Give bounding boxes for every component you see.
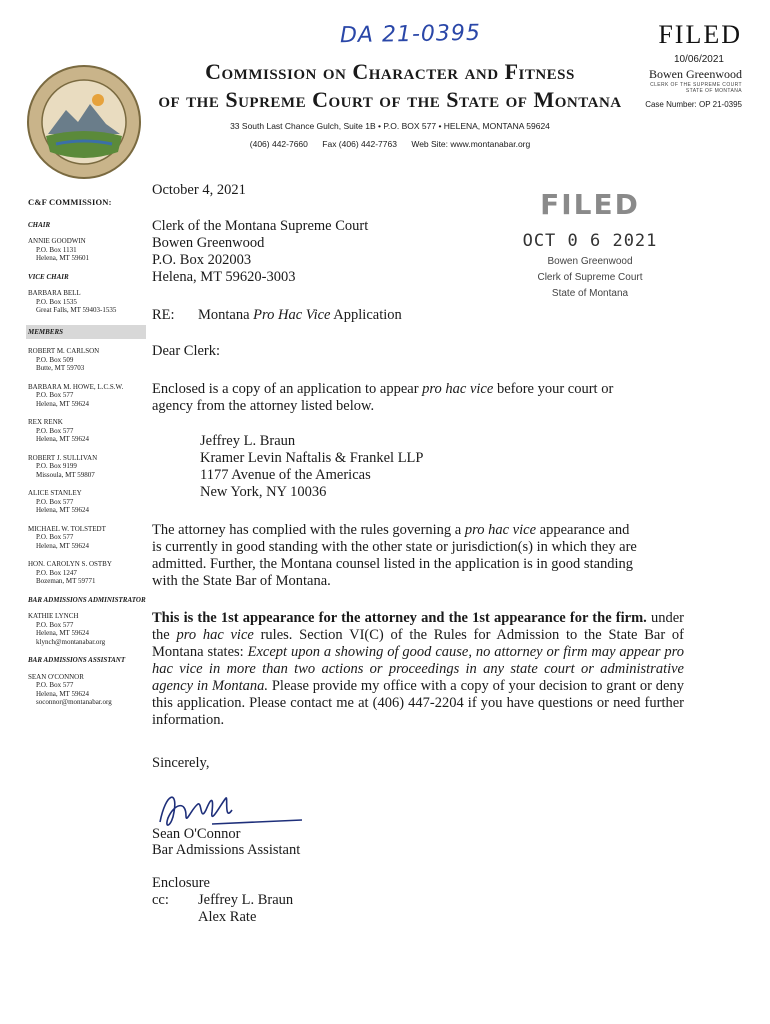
cc-recipient: Jeffrey L. Braun [198, 892, 294, 908]
paragraph-italic: pro hac vice [422, 381, 494, 397]
member-name: ROBERT M. CARLSON [28, 347, 100, 355]
attorney-name: Jeffrey L. Braun [200, 433, 296, 449]
addressee-line: P.O. Box 202003 [152, 252, 252, 268]
member-address: P.O. Box 9199 [36, 462, 77, 470]
member-city: Helena, MT 59624 [36, 689, 89, 698]
filed-date: 10/06/2021 [673, 54, 724, 65]
paragraph-text: under the [152, 610, 684, 643]
member-name: BARBARA BELL [28, 289, 81, 297]
paragraph-text: appearance and is currently in good standing with the other state or jurisdiction(s) in which they are admitted. Further, the Montana counsel listed in the application is in good standing with the State Bar of Montana. [152, 522, 637, 589]
paragraph-text: Enclosed is a copy of an application to appear [152, 381, 423, 397]
sidebar-members-list [28, 347, 146, 586]
cc-row [152, 909, 293, 926]
member-name: ALICE STANLEY [28, 489, 82, 497]
member-address: P.O. Box 577 [36, 391, 74, 399]
addressee-block [152, 218, 692, 286]
salutation: Dear Clerk: [152, 343, 221, 359]
paragraph-text: before your court or agency from the attorney listed below. [152, 381, 614, 414]
enclosure-label: Enclosure [152, 875, 210, 891]
addressee-line: Bowen Greenwood [152, 235, 265, 251]
attorney-block [200, 433, 423, 501]
member-address: P.O. Box 509 [36, 355, 74, 364]
member-address: P.O. Box 577 [36, 497, 74, 506]
paragraph-text: rules. Section VI(C) of the Rules for Admission to the State Bar of Montana states: [152, 627, 684, 660]
attorney-street: 1177 Avenue of the Americas [200, 467, 371, 483]
handwritten-case-number: DA 21-0395 [339, 20, 482, 49]
paragraph-appearance [152, 610, 684, 729]
member-city: Butte, MT 59703 [36, 364, 85, 372]
paragraph-bold: This is the 1st appearance for the attorney and the 1st appearance for the firm. [152, 610, 647, 626]
re-text-end: Application [330, 307, 402, 323]
member-address: P.O. Box 1247 [36, 568, 77, 577]
member-address: P.O. Box 577 [36, 681, 74, 689]
member-city: Helena, MT 59624 [36, 506, 89, 514]
list-item [28, 560, 146, 586]
member-address: P.O. Box 577 [36, 533, 74, 541]
re-line [152, 307, 692, 324]
sidebar-title: C&F COMMISSION: [28, 197, 112, 207]
member-city: Missoula, MT 59807 [36, 470, 95, 479]
cc-row [152, 892, 293, 909]
received-filed-date: OCT 0 6 2021 [522, 231, 658, 251]
paragraph-italic: pro hac vice [176, 627, 254, 643]
letterhead [150, 58, 630, 150]
member-city: Helena, MT 59601 [36, 254, 89, 262]
enclosure-block [152, 875, 293, 926]
paragraph-compliance [152, 522, 640, 590]
list-item [28, 525, 146, 551]
signer-title: Bar Admissions Assistant [152, 842, 301, 858]
cc-label: cc: [152, 892, 169, 908]
received-clerk-state: State of Montana [551, 288, 629, 299]
received-clerk-title: Clerk of Supreme Court [537, 272, 643, 283]
paragraph-text: Please provide my office with a copy of your decision to grant or deny this application. Please contact me at (406) 447-2204 if you have questions or need further information. [152, 678, 684, 728]
received-clerk-name: Bowen Greenwood [547, 256, 633, 267]
letterhead-title-line2: of the Supreme Court of the State of Montana [158, 87, 622, 112]
attorney-city: New York, NY 10036 [200, 484, 327, 500]
letterhead-address: 33 South Last Chance Gulch, Suite 1B • P.O. BOX 577 • HELENA, MONTANA 59624 [230, 121, 550, 131]
addressee-line: Helena, MT 59620-3003 [152, 269, 296, 285]
member-name: SEAN O'CONNOR [28, 672, 84, 681]
paragraph-rule-quote: Except upon a showing of good cause, no attorney or firm may appear pro hac vice in more than two actions or proceedings in any state court or administrative agency in Montana. [152, 644, 684, 694]
re-text-italic: Pro Hac Vice [253, 307, 331, 323]
sidebar-chair [28, 237, 146, 263]
member-city: Helena, MT 59624 [36, 435, 89, 443]
letter-date: October 4, 2021 [152, 182, 246, 198]
cc-spacer [152, 909, 198, 926]
list-item [28, 383, 146, 409]
sidebar-members-heading: MEMBERS [26, 325, 146, 340]
filed-clerk-state: STATE OF MONTANA [685, 88, 742, 94]
sidebar-vice-chair [28, 289, 146, 315]
letterhead-contact [150, 138, 630, 150]
sidebar-bar-admin-heading: BAR ADMISSIONS ADMINISTRATOR [28, 595, 146, 604]
member-address: P.O. Box 577 [36, 620, 74, 629]
member-city: Helena, MT 59624 [36, 399, 89, 408]
paragraph-italic: pro hac vice [464, 522, 537, 538]
addressee-line: Clerk of the Montana Supreme Court [152, 218, 369, 234]
list-item [28, 489, 146, 515]
letterhead-fax: Fax (406) 442-7763 [322, 139, 397, 149]
list-item [28, 418, 146, 444]
list-item [28, 454, 146, 480]
member-name: ROBERT J. SULLIVAN [28, 453, 98, 462]
letterhead-web: Web Site: www.montanabar.org [411, 139, 531, 149]
member-city: Great Falls, MT 59403-1535 [36, 306, 117, 314]
member-city: Bozeman, MT 59771 [36, 577, 96, 585]
sidebar-chair-heading: CHAIR [28, 220, 51, 229]
member-name: MICHAEL W. TOLSTEDT [28, 524, 106, 533]
paragraph-text: The attorney has complied with the rules governing a [152, 522, 465, 538]
re-text: Montana [198, 307, 254, 323]
filed-word: FILED [658, 20, 742, 49]
member-city: Helena, MT 59624 [36, 629, 89, 637]
member-email: soconnor@montanabar.org [36, 698, 112, 706]
attorney-firm: Kramer Levin Naftalis & Frankel LLP [200, 450, 424, 466]
paragraph-enclosed [152, 381, 642, 415]
received-filed-word: FILED [540, 188, 640, 221]
member-address: P.O. Box 1535 [36, 297, 77, 306]
sidebar-bar-assist [28, 673, 146, 707]
sidebar-bar-assist-heading: BAR ADMISSIONS ASSISTANT [28, 656, 126, 664]
member-name: REX RENK [28, 418, 63, 426]
member-address: P.O. Box 577 [36, 426, 74, 435]
member-name: HON. CAROLYN S. OSTBY [28, 560, 112, 568]
filed-clerk-name: Bowen Greenwood [649, 67, 742, 81]
sidebar-vice-chair-heading: VICE CHAIR [28, 272, 69, 281]
commission-sidebar [28, 198, 146, 717]
member-email: klynch@montanabar.org [36, 637, 106, 646]
signer-name: Sean O'Connor [152, 826, 241, 842]
letterhead-phone: (406) 442-7660 [249, 139, 308, 149]
montana-state-seal-icon [26, 64, 142, 180]
member-name: KATHIE LYNCH [28, 612, 79, 620]
member-name: BARBARA M. HOWE, L.C.S.W. [28, 382, 124, 391]
filed-clerk-office: CLERK OF THE SUPREME COURT [650, 82, 742, 88]
member-address: P.O. Box 1131 [36, 245, 77, 254]
closing: Sincerely, [152, 755, 210, 771]
filed-case-number: Case Number: OP 21-0395 [645, 100, 742, 109]
member-city: Helena, MT 59624 [36, 541, 89, 550]
list-item [28, 347, 146, 373]
letterhead-title-line1: Commission on Character and Fitness [205, 59, 575, 84]
sidebar-bar-admin [28, 612, 146, 646]
re-label: RE: [152, 307, 175, 323]
cc-recipient: Alex Rate [198, 909, 257, 925]
member-name: ANNIE GOODWIN [28, 237, 86, 245]
